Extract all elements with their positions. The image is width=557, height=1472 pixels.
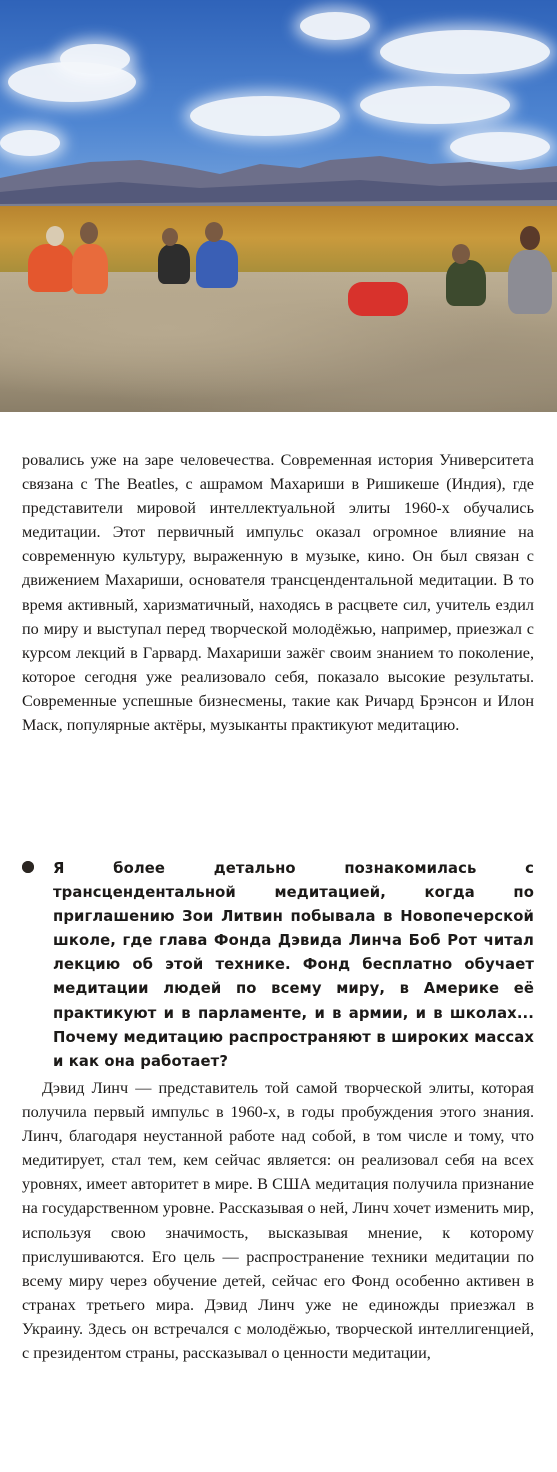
person-head [452,244,470,264]
cloud [380,30,550,74]
person-head [205,222,223,242]
person [196,240,238,288]
person [508,250,552,314]
person [158,244,190,284]
person-head [46,226,64,246]
person [72,244,108,294]
person-head [162,228,178,246]
article-photo [0,0,557,412]
article-paragraph: Дэвид Линч — представитель той самой творческой элиты, которая получила первый импульс в 1960-х, в годы пробуждения этого знания. Линч, благодаря неустанной работе над собой, в том числе и тому, что медитирует, стал тем, кем сейчас является: он реализовал себя на всех уровнях, имеет авторитет в мире. В США медитация получила признание на государственном уровне. Рассказывая о ней, Линч хочет изменить мир, используя свою значимость, высказывая мнение, к которому прислушиваются. Его цель — распространение техники медитации по всему миру через обучение детей, сейчас его Фонд особенно активен в странах третьего мира. Дэвид Линч уже не единожды приезжал в Украину. Здесь он встречался с молодёжью, творческой интеллигенцией, с президентом страны, рассказывал о ценности медитации, [22,1079,534,1363]
cloud [360,86,510,124]
cloud [300,12,370,40]
backpack [348,282,408,316]
person-head [80,222,98,244]
article-paragraph: ровались уже на заре человечества. Современная история Университета связана с The Beatles, с ашрамом Махариши в Ришикеше (Индия), где представители мировой интеллектуальной элиты 1960-х обучались медитации. Этот первичный импульс оказал огромное влияние на современную культуру, выраженную в музыке, кино. Он был связан с движением Махариши, основателя трансцендентальной медитации. В то время активный, харизматичный, находясь в расцвете сил, учитель ездил по миру и выступал перед творческой молодёжью, например, приезжал с курсом лекций в Гарвард. Махариши зажёг своим знанием то поколение, которое сегодня уже реализовало себя, показало высокие результаты. Современные успешные бизнесмены, такие как Ричард Брэнсон и Илон Маск, популярные актёры, музыканты практикуют медитацию. [22,451,534,735]
cloud [190,96,340,136]
question-bullet-icon [22,861,34,873]
person [28,244,74,292]
person [446,260,486,306]
question-text: Я более детально познакомилась с трансцендентальной медитацией, когда по приглашению Зои Литвин побывала в Новопечерской школе, где глава Фонда Дэвида Линча Боб Рот читал лекцию об этой технике. Фонд бесплатно обучает медитации людей по всему миру, в Америке её практикуют и в парламенте, и в армии, и в школах... Почему медитацию распространяют в широких массах и как она работает? [53,860,534,1070]
interview-question [22,857,534,1074]
cloud [60,44,130,74]
person-head [520,226,540,250]
